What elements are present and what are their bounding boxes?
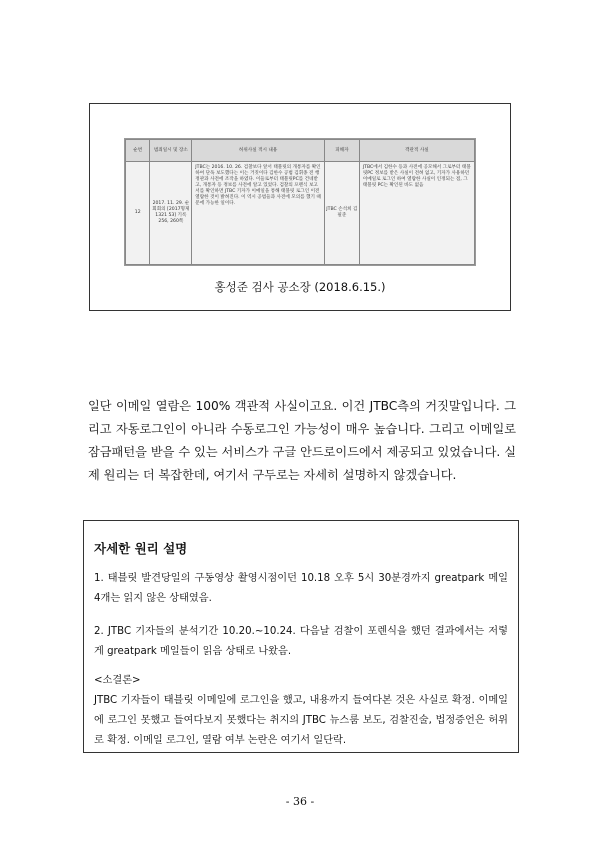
scanned-indictment-table — [124, 138, 476, 266]
indictment-table — [125, 139, 475, 265]
body-paragraph: 일단 이메일 열람은 100% 객관적 사실이고요. 이건 JTBC측의 거짓말입니다. 그리고 자동로그인이 아니라 수동로그인 가능성이 매우 높습니다. 그리고 이메일로 잠금패턴을 받을 수 있는 서비스가 구글 안드로이드에서 제공되고 있었습니다. 실제 원리는 더 복잡한데, 여기서 구두로는 자세히 설명하지 않겠습니다. — [88, 399, 516, 482]
header-victim: 피해자 — [324, 140, 359, 162]
cell-content: JTBC는 2016. 10. 26. 검찰보다 앞서 태블릿의 개통자를 확인하여 단독 보도했다는 이는 거짓이다 김한수 공범 김휘종 전 행정관과 사전에 조작을 하였다. 이들로부터 태블릿PC를 건네받고, 개통자 등 정보를 사전에 알고 있었다. 검찰의 포렌식 보고서를 확인하면 JTBC 기자가 이메일을 통해 태블릿 로그인 이전 열람한 것이 밝혀진다. 이 역시 공범들과 사전에 모의를 했기 때문에 가능한 일이다. — [192, 162, 325, 265]
header-no: 순번 — [126, 140, 150, 162]
page-number: - 36 - — [285, 795, 315, 808]
figure-caption: 홍성준 검사 공소장 (2018.6.15.) — [214, 280, 386, 294]
explanation-box — [83, 520, 519, 753]
table-row — [126, 162, 475, 265]
conclusion-label: <소결론> — [94, 675, 141, 686]
header-content: 허위사실 적시 내용 — [192, 140, 325, 162]
explanation-item-2: 2. JTBC 기자들의 분석기간 10.20.~10.24. 다음날 검찰이 포렌식을 했던 결과에서는 저렇게 greatpark 메일들이 읽음 상태로 나왔음. — [94, 626, 508, 657]
figure-frame — [89, 103, 511, 311]
cell-fact: JTBC에서 김한수 등과 사전에 공모해서 그로부터 태블릿PC 정보를 받은 사실이 전혀 없고, 기자가 사용하던 이메일로 로그인 하여 열람한 사실이 인정되는 점, 그 태블릿 PC는 확인된 바도 없음 — [359, 162, 474, 265]
explanation-item-1: 1. 태블릿 발견당일의 구동영상 촬영시점이던 10.18 오후 5시 30분경까지 greatpark 메일 4개는 읽지 않은 상태였음. — [94, 573, 508, 604]
conclusion-block — [94, 671, 508, 751]
explanation-title: 자세한 원리 설명 — [94, 541, 188, 556]
cell-no: 12 — [126, 162, 150, 265]
conclusion-text: JTBC 기자들이 태블릿 이메일에 로그인을 했고, 내용까지 들여다본 것은 사실로 확정. 이메일에 로그인 못했고 들여다보지 못했다는 취지의 JTBC 뉴스룸 보도, 검찰진술, 법정증언은 허위로 확정. 이메일 로그인, 열람 여부 논란은 여기서 일단락. — [94, 695, 508, 746]
cell-datetime: 2017. 11. 29. 순회회의 [2017형제1321 53] 기록 256, 260쪽 — [150, 162, 192, 265]
cell-victim: JTBC 손석희 김필준 — [324, 162, 359, 265]
header-datetime: 범죄일시 및 장소 — [150, 140, 192, 162]
header-fact: 객관적 사실 — [359, 140, 474, 162]
